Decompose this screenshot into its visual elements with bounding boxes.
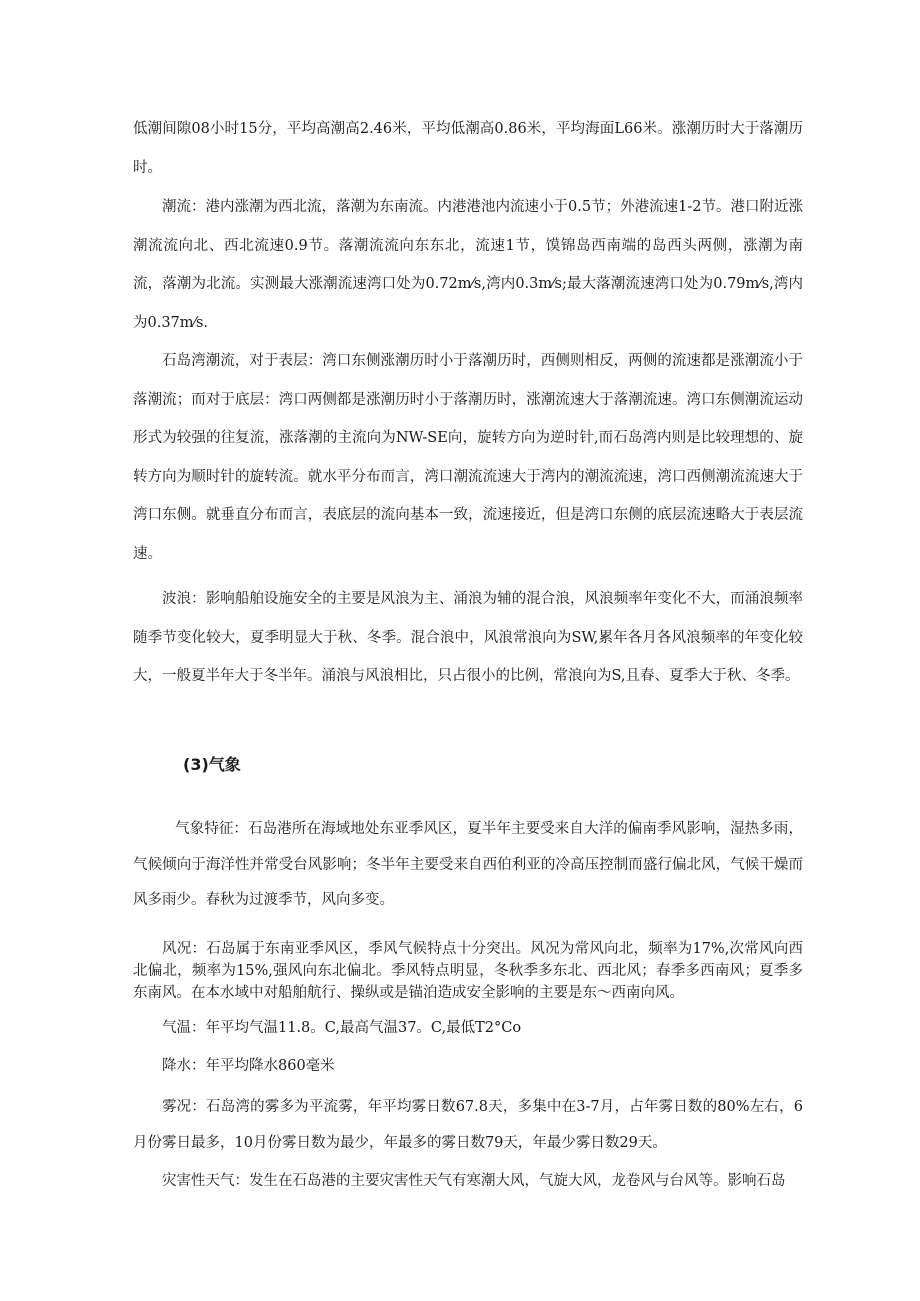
paragraph-wind: 风况：石岛属于东南亚季风区，季风气候特点十分突出。风况为常风向北，频率为17%,次常风向西北偏北，频率为15%,强风向东北偏北。季风特点明显，冬秋季多东北、西北风；春季多西南风；夏季多东南风。在本水域中对船舶航行、操纵或是锚泊造成安全影响的主要是东～西南向风。 [133, 941, 803, 1001]
paragraph-disaster-weather: 灾害性天气：发生在石岛港的主要灾害性天气有寒潮大风，气旋大风，龙卷风与台风等。影响石岛 [162, 1173, 786, 1189]
section-heading-meteorology: (3)气象 [183, 755, 241, 774]
paragraph-fog: 雾况：石岛湾的雾多为平流雾，年平均雾日数67.8天，多集中在3-7月，占年雾日数的80%左右，6月份雾日最多，10月份雾日数为最少，年最多的雾日数79天，年最少雾日数29天。 [133, 1099, 803, 1151]
paragraph-waves: 波浪：影响船舶设施安全的主要是风浪为主、涌浪为辅的混合浪，风浪频率年变化不大，而涌浪频率随季节变化较大，夏季明显大于秋、冬季。混合浪中，风浪常浪向为SW,累年各月各风浪频率的年变化较大，一般夏半年大于冬半年。涌浪与风浪相比，只占很小的比例，常浪向为S,且春、夏季大于秋、冬季。 [133, 591, 803, 684]
paragraph-precipitation: 降水：年平均降水860毫米 [162, 1058, 335, 1074]
paragraph-tidal-current: 潮流：港内涨潮为西北流，落潮为东南流。内港港池内流速小于0.5节；外港流速1-2节。港口附近涨潮流流向北、西北流速0.9节。落潮流流向东东北，流速1节，馍锦岛西南端的岛西头两侧，涨潮为南流，落潮为北流。实测最大涨潮流速湾口处为0.72m⁄s,湾内0.3m⁄s;最大落潮流速湾口处为0.79m⁄s,湾内为0.37m⁄s. [133, 199, 803, 331]
paragraph-temperature: 气温：年平均气温11.8。C,最高气温37。C,最低T2°Co [162, 1020, 522, 1036]
paragraph-shidao-bay-current: 石岛湾潮流，对于表层：湾口东侧涨潮历时小于落潮历时，西侧则相反，两侧的流速都是涨潮流小于落潮流；而对于底层：湾口两侧都是涨潮历时小于落潮历时，涨潮流速大于落潮流速。湾口东侧潮流运动形式为较强的往复流，涨落潮的主流向为NW-SE向，旋转方向为逆时针,而石岛湾内则是比较理想的、旋转方向为顺时针的旋转流。就水平分布而言，湾口潮流流速大于湾内的潮流流速，湾口西侧潮流流速大于湾口东侧。就垂直分布而言，表底层的流向基本一致，流速接近，但是湾口东侧的底层流速略大于表层流速。 [133, 353, 803, 562]
paragraph-weather-features: 气象特征：石岛港所在海域地处东亚季风区，夏半年主要受来自大洋的偏南季风影响，湿热多雨，气候倾向于海洋性并常受台风影响；冬半年主要受来自西伯利亚的冷高压控制而盛行偏北风，气候干燥而风多雨少。春秋为过渡季节，风向多变。 [133, 821, 803, 908]
paragraph-tide-interval: 低潮间隙08小时15分，平均高潮高2.46米，平均低潮高0.86米，平均海面L66米。涨潮历时大于落潮历时。 [133, 121, 803, 176]
